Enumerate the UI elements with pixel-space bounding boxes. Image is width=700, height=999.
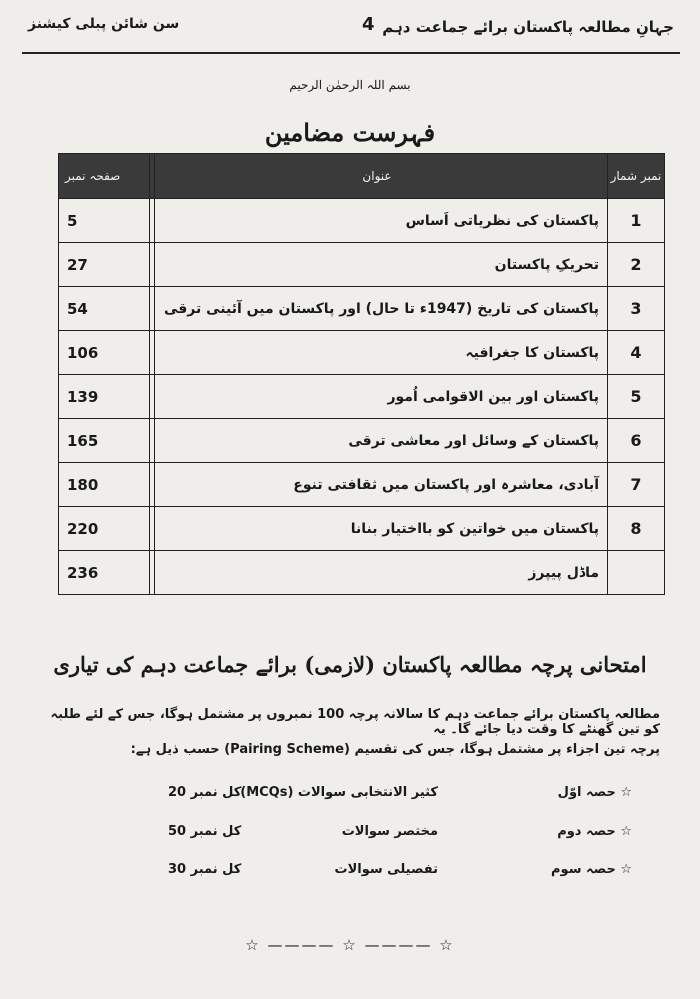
scheme-description: تفصیلی سوالات [334, 862, 438, 877]
table-row [59, 331, 665, 375]
book-title: جہانِ مطالعہ پاکستان برائے جماعت دہم [382, 18, 674, 36]
scheme-part: ☆ حصہ سوم [551, 862, 632, 877]
row-page: 27 [59, 243, 150, 287]
row-page: 54 [59, 287, 150, 331]
exam-paragraph-2: پرچہ تین اجزاء پر مشتمل ہوگا، جس کی تقسیم (Pairing Scheme) حسب ذیل ہے: [130, 742, 660, 757]
row-title: پاکستان میں خواتین کو بااختیار بنانا [155, 507, 608, 551]
row-title: پاکستان کے وسائل اور معاشی ترقی [155, 419, 608, 463]
scheme-marks: کل نمبر 50 [168, 824, 242, 839]
row-number: 6 [608, 419, 665, 463]
toc-header-row [59, 154, 665, 199]
toc-table [58, 153, 665, 595]
scheme-marks: کل نمبر 20 [168, 785, 242, 800]
row-title: پاکستان کی نظریاتی اَساس [155, 199, 608, 243]
table-row [59, 375, 665, 419]
scheme-row [0, 785, 700, 807]
row-number: 2 [608, 243, 665, 287]
table-row [59, 243, 665, 287]
row-number: 8 [608, 507, 665, 551]
row-title: ماڈل پیپرز [155, 551, 608, 595]
publisher-name: سن شائن پبلی کیشنز [28, 16, 180, 32]
row-number: 5 [608, 375, 665, 419]
row-page: 220 [59, 507, 150, 551]
header-page: صفحہ نمبر [59, 154, 150, 199]
row-page: 106 [59, 331, 150, 375]
row-title: پاکستان کا جغرافیہ [155, 331, 608, 375]
scheme-description: مختصر سوالات [341, 824, 438, 839]
row-title: آبادی، معاشرہ اور پاکستان میں ثقافتی تنوع [155, 463, 608, 507]
scheme-description: کثیر الانتخابی سوالات (MCQs) [240, 785, 438, 800]
scheme-part: ☆ حصہ دوم [557, 824, 632, 839]
exam-title: امتحانی پرچہ مطالعہ پاکستان (لازمی) برائے جماعت دہم کی تیاری [53, 652, 647, 677]
row-title: پاکستان اور بین الاقوامی اُمور [155, 375, 608, 419]
toc-title: فہرست مضامین [264, 118, 436, 147]
scheme-marks: کل نمبر 30 [168, 862, 242, 877]
row-page: 139 [59, 375, 150, 419]
footer-ornament: ☆ ———— ☆ ———— ☆ [245, 936, 455, 954]
scheme-part: ☆ حصہ اوّل [557, 785, 632, 800]
row-page: 180 [59, 463, 150, 507]
header-serial: نمبر شمار [608, 154, 665, 199]
table-row [59, 419, 665, 463]
row-number: 7 [608, 463, 665, 507]
row-page: 165 [59, 419, 150, 463]
row-title: تحریکِ پاکستان [155, 243, 608, 287]
exam-paragraph-1: مطالعہ پاکستان برائے جماعت دہم کا سالانہ پرچہ 100 نمبروں پر مشتمل ہوگا، جس کے لئے طلبہ کو تین گھنٹے کا وقت دیا جائے گا۔ یہ [50, 707, 660, 737]
bismillah: بسم اللہ الرحمٰن الرحیم [289, 78, 411, 92]
table-row [59, 463, 665, 507]
row-title: پاکستان کی تاریخ (1947ء تا حال) اور پاکستان میں آئینی ترقی [155, 287, 608, 331]
scheme-row [0, 824, 700, 846]
header-rule [22, 52, 680, 54]
row-number [608, 551, 665, 595]
row-page: 5 [59, 199, 150, 243]
header-topic: عنوان [155, 154, 608, 199]
row-number: 4 [608, 331, 665, 375]
table-row [59, 199, 665, 243]
row-page: 236 [59, 551, 150, 595]
scheme-row [0, 862, 700, 884]
row-number: 3 [608, 287, 665, 331]
table-row [59, 287, 665, 331]
page-number: 4 [362, 14, 375, 35]
table-row [59, 507, 665, 551]
row-number: 1 [608, 199, 665, 243]
table-row [59, 551, 665, 595]
